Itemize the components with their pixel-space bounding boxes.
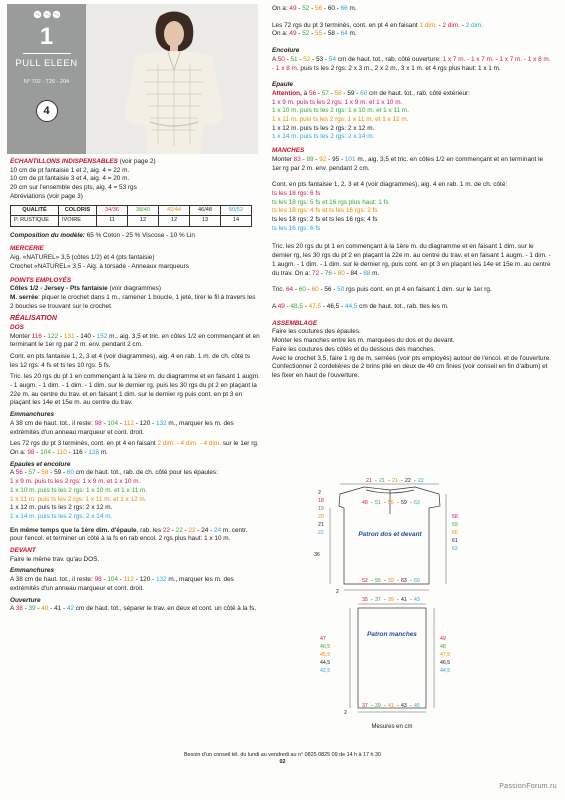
ech-line-4: Abréviations (voir page 3) [10,192,83,200]
emmanchures-paragraph: A 38 cm de haut. tot., il reste: 98 - 104 - 112 - 120 - 132 m., marquer les m. des extrémités d'un anneau marqueur et cont. droit. [10,419,234,436]
schema-neck-5: 63 [414,500,420,506]
schema-sleeve-bottom-2: 39 [375,703,381,709]
schema-left-6: 22 [318,530,324,536]
epaule-line-4: 1 x 12 m. puis ts les 2 rgs: 2 x 12 m. [272,124,375,132]
td-size-1: 11 [97,216,128,227]
echantillons-ref: (voir page 2) [119,158,156,165]
schema-sleeve-right-4: 46,5 [440,660,451,666]
epaules-line-5: 1 x 14 m. puis ts les 2 rgs: 2 x 14 m. [10,512,113,520]
epaule-line-1: 1 x 9 m. puis ts les 2 rgs: 1 x 9 m. et 1 x 10 m. [272,98,403,106]
svg-text:-: - [414,478,416,484]
schema-sleeve-bottom-4: 43 [401,703,407,709]
echantillons-title: ÉCHANTILLONS INDISPENSABLES [10,158,118,165]
manches-line-3: ts les 18 rgs: 4 fs et ts les 16 rgs: 2 fs [272,207,378,215]
schema-sleeve-top-5: 43 [414,597,420,603]
td-size-3: 12 [159,216,190,227]
schema-top-4: 22 [405,478,411,484]
left-column [10,158,260,617]
svg-text:-: - [375,478,377,484]
svg-text:-: - [410,500,412,506]
schema-label-dos: Patron dos et devant [358,531,422,538]
schema-left-1: 2 [318,490,321,496]
svg-text:-: - [401,478,403,484]
dos-title: DOS [10,323,24,331]
epaules-line-3: 1 x 11 m. puis ts les 2 rgs: 1 x 11 m. et 1 x 12 m. [10,495,147,503]
schema-sleeve-left-4: 44,5 [320,660,331,666]
page-number: 02 [279,759,286,766]
svg-text:-: - [388,478,390,484]
schema-side-2: 59 [452,522,458,528]
manches-paragraph-2: Cont. en pts fantaisie 1, 2, 3 et 4 (voir diagrammes), aig. 4 en rab. 1 m. de ch. côté: [272,181,508,189]
schema-bottom-2: 55 [375,578,381,584]
epaules-line-4: 1 x 12 m. puis ts les 2 rgs: 2 x 12 m. [10,504,113,512]
svg-text:-: - [397,597,399,603]
schema-bottom-two: 2 [336,589,339,595]
td-size-2: 12 [128,216,159,227]
devant-title: DEVANT [10,547,36,555]
encolure-title: Encolure [272,47,300,55]
schema-neck-2: 51 [375,500,381,506]
epaules-line-1: 1 x 9 m. puis ts les 2 rgs: 1 x 9 m. et 1 x 10 m. [10,478,141,486]
assemblage-line-3: Faire les coutures des côtés et du dessous des manches. [272,345,436,353]
realisation-title: RÉALISATION [10,315,57,323]
svg-text:-: - [384,597,386,603]
schema-sleeve-right-5: 44,5 [440,668,451,674]
mserree-text: : piquer le crochet dans 1 m., ramener 1 boucle, 1 jeté, tirer le fil à travers les 2 boucles se trouvant sur le crochet. [10,293,256,310]
assemblage-line-5: Confectionner 2 cordelières de 2 brins plié en deux de 40 cm finies (voir conseil en fin d'album) et les fixer en haut de l'ouverture. [272,363,548,379]
manches-title: MANCHES [272,147,305,155]
schema-neck-4: 59 [401,500,407,506]
emmanchures2-title: Emmanchures [10,567,55,575]
td-size-5: 14 [221,216,252,227]
schema-sleeve-left-2: 46,5 [320,644,331,650]
manches-line-1: ts les 18 rgs: 6 fs [272,189,321,197]
schema-bottom-4: 63 [401,578,407,584]
schema-left-2: 18 [318,498,324,504]
schema-sleeve-right-1: 49 [440,636,446,642]
right-column [272,5,554,381]
dos-paragraph-3: Tric. les 20 rgs du pt 1 en commençant à la 1ère m. du diagramme et en faisant 1 augm. - 1 augm. - 1 dim. - 1 dim. - 1 dim. sur le dernier rg, puis les 30 rgs du pt 2 en plaçant la 22e m. au centre du trav. et en faisant 1 dim. sur le dernier rg puis cont. en pt 3 en plaçant les 14e et 15e m. au centre du trav. [10,373,260,407]
epaule-intro: Attention, à 56 - 57 - 58 - 59 - 60 cm de haut. tot., rab. côté extérieur: [272,89,470,97]
th-qualite: QUALITÉ [11,205,59,216]
model-photo [86,4,258,154]
points-ref: (voir diagrammes) [109,285,161,293]
table-header-row [11,205,252,216]
schema-mesures: Mesures en cm [371,724,413,730]
schema-sleeve-left-1: 47 [320,636,326,642]
yarn-quantity-table [10,205,252,227]
schema-sleeve-bottom-5: 45 [414,703,420,709]
svg-text:-: - [371,500,373,506]
emmanchures-title: Emmanchures [10,411,55,419]
pattern-name: PULL ELEEN [15,58,78,69]
pattern-number: 1 [39,23,54,50]
svg-text:-: - [371,578,373,584]
schema-sleeve-two: 2 [344,710,347,716]
epaule-line-2: 1 x 10 m. puis ts les 2 rgs: 1 x 10 m. et 1 x 11 m. [272,107,409,115]
manches-line-5: ts les 16 rgs: 6 fs [272,224,321,232]
svg-text:-: - [371,703,373,709]
footer [0,752,565,767]
dos-paragraph-1: Monter 116 - 122 - 131 - 140 - 152 m., aig. 3,5 et tric. en côtes 1/2 en commençant et en terminant le 1er rg par 2 m. env. pendant 2 cm. [10,332,260,349]
ouverture-paragraph: A 38 - 39 - 40 - 41 - 42 cm de haut. tot., séparer le trav. en deux et cont. un côté à la fs. [10,605,257,613]
schema-side-1: 58 [452,514,458,520]
devant-text: Faire le même trav. qu'au DOS. [10,555,100,563]
assemblage-title: ASSEMBLAGE [272,319,318,327]
mercerie-line-1: Aig. «NATUREL» 3,5 (côtes 1/2) et 4 (pts fantaisie) [10,254,155,262]
svg-text:-: - [410,578,412,584]
epaules-title: Epaules et encolure [10,460,71,468]
th-size-5: 50/52 [221,205,252,216]
schema-label-manches: Patron manches [367,631,417,638]
svg-text:-: - [397,500,399,506]
emmanchures2-paragraph: A 38 cm de haut. tot., il reste: 98 - 104 - 112 - 120 - 132 m., marquer les m. des extrémités d'un anneau marqueur et cont. droit. [10,576,234,592]
schema-top-2: 21 [379,478,385,484]
epaule-line-3: 1 x 11 m. puis ts les 2 rgs: 1 x 11 m. et 1 x 12 m. [272,116,409,124]
watermark: PassionForum.ru [499,783,557,790]
assemblage-line-2: Monter les manches entre les m. marquées du dos et du devant. [272,337,455,345]
assemblage-line-4: Avec le crochet 3,5, faire 1 rg de m. serrées (voir pts employés) autour de l'encol. et de l'ouverture. [272,354,552,362]
manches-line-2: ts les 18 rgs: 5 fs et 16 rgs plus haut: 1 fs [272,198,389,206]
pattern-schema [300,478,470,740]
schema-neck-1: 48 [362,500,368,506]
encolure-paragraph: A 50 - 51 - 52 - 53 - 54 cm de haut. tot., rab. côté ouverture: 1 x 7 m. - 1 x 7 m. - 1 x 7 m. - 1 x 8 m. - 1 x 8 m. puis ts les 2 rgs: 2 x 3 m., 2 x 2 m., 3 x 1 m. et 4 rgs plus haut: 1 x 1 m. [272,55,551,72]
schema-side-3: 60 [452,530,458,536]
td-qualite: P. RUSTIQUE [11,216,59,227]
schema-left-3: 19 [318,506,324,512]
schema-left-4: 20 [318,514,324,520]
pattern-header [7,4,86,154]
svg-text:-: - [397,578,399,584]
difficulty-level: 4 [36,100,58,122]
composition-label: Composition du modèle: [10,231,85,239]
manches-paragraph-4: Tric. 64 - 60 - 60 - 56 - 50 rgs puis cont. en pt 4 en faisant 1 dim. sur le 1er rg. [272,286,492,294]
manches-line-4: ts les 18 rgs: 2 fs et ts les 16 rgs: 4 fs [272,216,378,224]
manches-paragraph-5: A 49 - 48,5 - 47,5 - 46,5 - 44,5 cm de haut. tot., rab. ttes les m. [272,302,449,310]
schema-bottom-3: 59 [388,578,394,584]
p72-paragraph: Les 72 rgs du pt 3 terminés, cont. en pt 4 en faisant 1 dim. - 2 dim. - 2 dim. On a: 49 - 52 - 55 - 58 - 64 m. [272,21,484,38]
schema-sleeve-left-3: 45,5 [320,652,331,658]
th-size-4: 46/48 [190,205,221,216]
ouverture-title: Ouverture [10,596,41,604]
mercerie-line-2: Crochet «NATUREL» 3,5 - Aig. à torsade - Anneaux marqueurs [10,262,189,270]
meme-temps-paragraph: En même temps que la 1ère dim. d'épaule, rab. les 22 - 22 - 22 - 24 - 24 m. centr. pour l'encol. et terminer un côté à la fs en rab encol. 2 rgs plus haut: 1 x 10 m. [10,526,248,543]
svg-text:-: - [384,703,386,709]
schema-left-5: 21 [318,522,324,528]
ech-line-1: 10 cm de pt fantaisie 1 et 2, aig. 4 = 22 m. [10,166,130,174]
footer-text: Besoin d'un conseil tél. du lundi au vendredi au n° 0825 0825 09 de 14 h à 17 h 30 [183,752,382,758]
schema-sleeve-top-4: 41 [401,597,407,603]
on-a-line: On a: 49 - 52 - 56 - 60 - 66 m. [272,5,357,12]
manches-paragraph-1: Monter 83 - 89 - 92 - 95 - 101 m., aig. 3,5 et tric. en côtes 1/2 en commençant et en terminant le 1er rg par 2 m. env. pendant 2 cm. [272,155,544,172]
points-bold: Côtes 1/2 - Jersey - Pts fantaisie [10,285,108,293]
woman-sweater-illustration [86,4,258,154]
schema-top-1: 21 [366,478,372,484]
th-size-1: 34/36 [97,205,128,216]
epaule-line-5: 1 x 14 m. puis ts les 2 rgs: 2 x 14 m. [272,133,375,141]
pattern-ref: N° 702 - T26 - 204 [23,78,70,85]
td-coloris: IVOIRE [59,216,97,227]
schema-sleeve-top-1: 35 [362,597,368,603]
schema-top-3: 21 [392,478,398,484]
th-size-3: 42/44 [159,205,190,216]
schema-sleeve-bottom-1: 37 [362,703,368,709]
svg-text:-: - [371,597,373,603]
schema-sleeve-bottom-3: 41 [388,703,394,709]
svg-text:-: - [410,597,412,603]
manches-paragraph-3: Tric. les 20 rgs du pt 1 en commençant à la 1ère m. du diagramme et en faisant 1 dim. sur le dernier rg, les 30 rgs du pt 2 en plaçant la 22e m. au centre du trav. et en faisant 1 augm. - 1 dim. - 1 augm. - 1 dim. - 1 dim. sur le dernier rg, puis cont. en pt 3 en plaçant les 14e et 15e m. au centre du trav. On a: 72 - 76 - 80 - 84 - 88 m. [272,243,551,277]
mserree-label: M. serrée [10,293,39,301]
schema-bottom-5: 69 [414,578,420,584]
schema-side-4: 61 [452,538,458,544]
epaules-intro: A 56 - 57 - 58 - 59 - 60 cm de haut. tot., rab. de ch. côté pour les épaules: [10,469,218,477]
table-row [11,216,252,227]
schema-bottom-1: 52 [362,578,368,584]
mercerie-title: MERCERIE [10,245,44,253]
schema-side-5: 62 [452,546,458,552]
dos-paragraph-2: Cont. en pts fantaisie 1, 2, 3 et 4 (voir diagrammes), aig. 4 en rab. 1 m. de ch. côté ts les 12 rgs: 4 fs et ts les 10 rgs: 5 fs. [10,352,251,369]
epaule-title: Epaule [272,81,293,89]
schema-neck-3: 55 [388,500,394,506]
schema-sleeve-right-3: 47,5 [440,652,451,658]
ech-line-2: 10 cm de pt fantaisie 3 et 4, aig. 4 = 20 m. [10,175,130,183]
points-title: POINTS EMPLOYÉS [10,276,72,284]
yarn-balls-icon [7,10,86,19]
schema-height: 36 [314,552,320,558]
svg-text:-: - [397,703,399,709]
schema-sleeve-left-5: 42,5 [320,668,331,674]
composition-value: 65 % Coton - 25 % Viscose - 10 % Lin [86,231,195,239]
schema-sleeve-top-2: 37 [375,597,381,603]
assemblage-line-1: Faire les coutures des épaules. [272,328,361,336]
schema-top-5: 22 [418,478,424,484]
svg-text:-: - [384,500,386,506]
svg-text:-: - [410,703,412,709]
ech-line-3: 20 cm sur l'ensemble des pts, aig. 4 = 53 rgs [10,184,137,192]
th-coloris: COLORIS [59,205,97,216]
schema-sleeve-top-3: 39 [388,597,394,603]
th-size-2: 38/40 [128,205,159,216]
emmanchures-paragraph-2: Les 72 rgs du pt 3 terminés, cont. en pt 4 en faisant 2 dim. - 4 dim. - 4 dim. sur le 1er rg. On a: 98 - 104 - 110 - 116 - 128 m. [10,440,259,456]
svg-text:-: - [384,578,386,584]
epaules-line-2: 1 x 10 m. puis ts les 2 rgs: 1 x 10 m. et 1 x 11 m. [10,486,147,494]
td-size-4: 13 [190,216,221,227]
schema-sleeve-right-2: 48 [440,644,446,650]
